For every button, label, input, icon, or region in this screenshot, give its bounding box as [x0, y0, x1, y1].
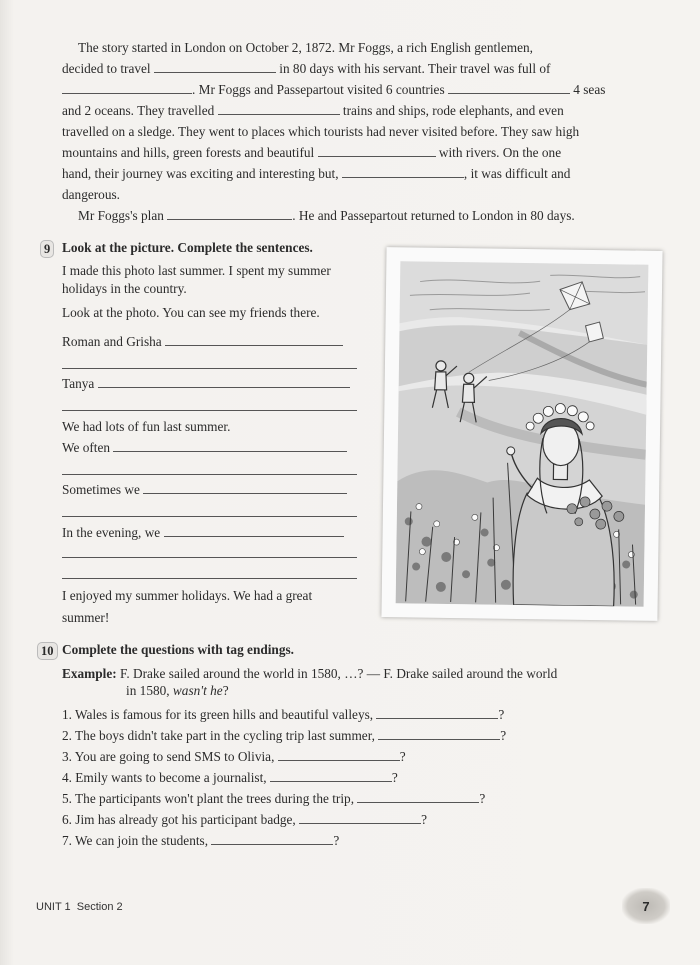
- answer-line[interactable]: [62, 516, 357, 517]
- story-line-1: The story started in London on October 2, 1872. Mr Foggs, a rich English gentlemen,: [78, 40, 533, 55]
- ex10-example-line-2: in 1580, wasn't he?: [126, 683, 229, 698]
- blank-field[interactable]: [318, 144, 436, 157]
- ex9-evening: In the evening, we: [62, 524, 344, 542]
- blank-field[interactable]: [167, 207, 292, 220]
- ex10-item: 2. The boys didn't take part in the cycling trip last summer, ?: [62, 728, 507, 743]
- story-line-3: . Mr Foggs and Passepartout visited 6 countries 4 seas: [62, 79, 605, 100]
- story-line-5: travelled on a sledge. They went to places which tourists had never visited before. They saw high: [62, 124, 580, 139]
- ex9-sometimes: Sometimes we: [62, 481, 347, 499]
- answer-line[interactable]: [270, 769, 392, 782]
- blank-field[interactable]: [62, 81, 192, 94]
- exercise-9-title: Look at the picture. Complete the sentences.: [62, 240, 313, 255]
- story-line-4: and 2 oceans. They travelled trains and ships, rode elephants, and even: [62, 103, 564, 118]
- answer-line[interactable]: [143, 481, 347, 494]
- blank-field[interactable]: [342, 165, 464, 178]
- ex9-intro-2: holidays in the country.: [62, 281, 187, 296]
- ex9-intro-3: Look at the photo. You can see my friends there.: [62, 305, 320, 320]
- answer-line[interactable]: [357, 790, 479, 803]
- ex10-item: 4. Emily wants to become a journalist, ?: [62, 770, 398, 785]
- ex10-item: 6. Jim has already got his participant badge, ?: [62, 812, 427, 827]
- answer-line[interactable]: [376, 706, 498, 719]
- answer-line[interactable]: [278, 748, 400, 761]
- ex9-enjoy-2: summer!: [62, 610, 110, 625]
- answer-line[interactable]: [211, 832, 333, 845]
- ex9-fun: We had lots of fun last summer.: [62, 419, 231, 434]
- blank-field[interactable]: [218, 102, 340, 115]
- ex10-item: 3. You are going to send SMS to Olivia, ?: [62, 749, 406, 764]
- story-line-6: mountains and hills, green forests and beautiful with rivers. On the one: [62, 145, 562, 160]
- ex9-enjoy-1: I enjoyed my summer holidays. We had a great: [62, 588, 313, 603]
- answer-line[interactable]: [299, 811, 421, 824]
- ex9-intro-1: I made this photo last summer. I spent my summer: [62, 263, 331, 278]
- photo-drawing: [396, 261, 649, 606]
- summer-photo-illustration: [396, 261, 649, 606]
- page-number: 7: [622, 888, 670, 924]
- exercise-9-number: 9: [40, 240, 54, 258]
- exercise-10-title: Complete the questions with tag endings.: [62, 642, 294, 657]
- answer-line[interactable]: [113, 439, 347, 452]
- answer-line[interactable]: [62, 557, 357, 558]
- ex10-item: 7. We can join the students, ?: [62, 833, 340, 848]
- answer-line[interactable]: [164, 524, 344, 537]
- blank-field[interactable]: [448, 81, 570, 94]
- ex9-often: We often: [62, 439, 347, 457]
- answer-line[interactable]: [165, 333, 343, 346]
- answer-line[interactable]: [62, 578, 357, 579]
- story-line-9: Mr Foggs's plan . He and Passepartout returned to London in 80 days.: [78, 208, 575, 223]
- ex9-roman: Roman and Grisha: [62, 333, 343, 351]
- story-line-7: hand, their journey was exciting and interesting but, , it was difficult and: [62, 166, 571, 181]
- blank-field[interactable]: [154, 60, 276, 73]
- ex10-example-line-1: Example: F. Drake sailed around the world in 1580, …? — F. Drake sailed around the world: [62, 666, 558, 681]
- footer-unit: UNIT 1 Section 2: [36, 901, 123, 913]
- ex9-tanya: Tanya: [62, 375, 350, 393]
- answer-line[interactable]: [62, 474, 357, 475]
- exercise-10-number: 10: [37, 642, 58, 660]
- answer-line[interactable]: [378, 727, 500, 740]
- photo-frame: [381, 247, 662, 621]
- answer-line[interactable]: [62, 368, 357, 369]
- ex10-item: 5. The participants won't plant the trees during the trip, ?: [62, 791, 486, 806]
- story-line-2: decided to travel in 80 days with his servant. Their travel was full of: [62, 61, 551, 76]
- answer-line[interactable]: [98, 375, 350, 388]
- ex10-item: 1. Wales is famous for its green hills and beautiful valleys, ?: [62, 707, 505, 722]
- story-line-8: dangerous.: [62, 187, 120, 202]
- answer-line[interactable]: [62, 410, 357, 411]
